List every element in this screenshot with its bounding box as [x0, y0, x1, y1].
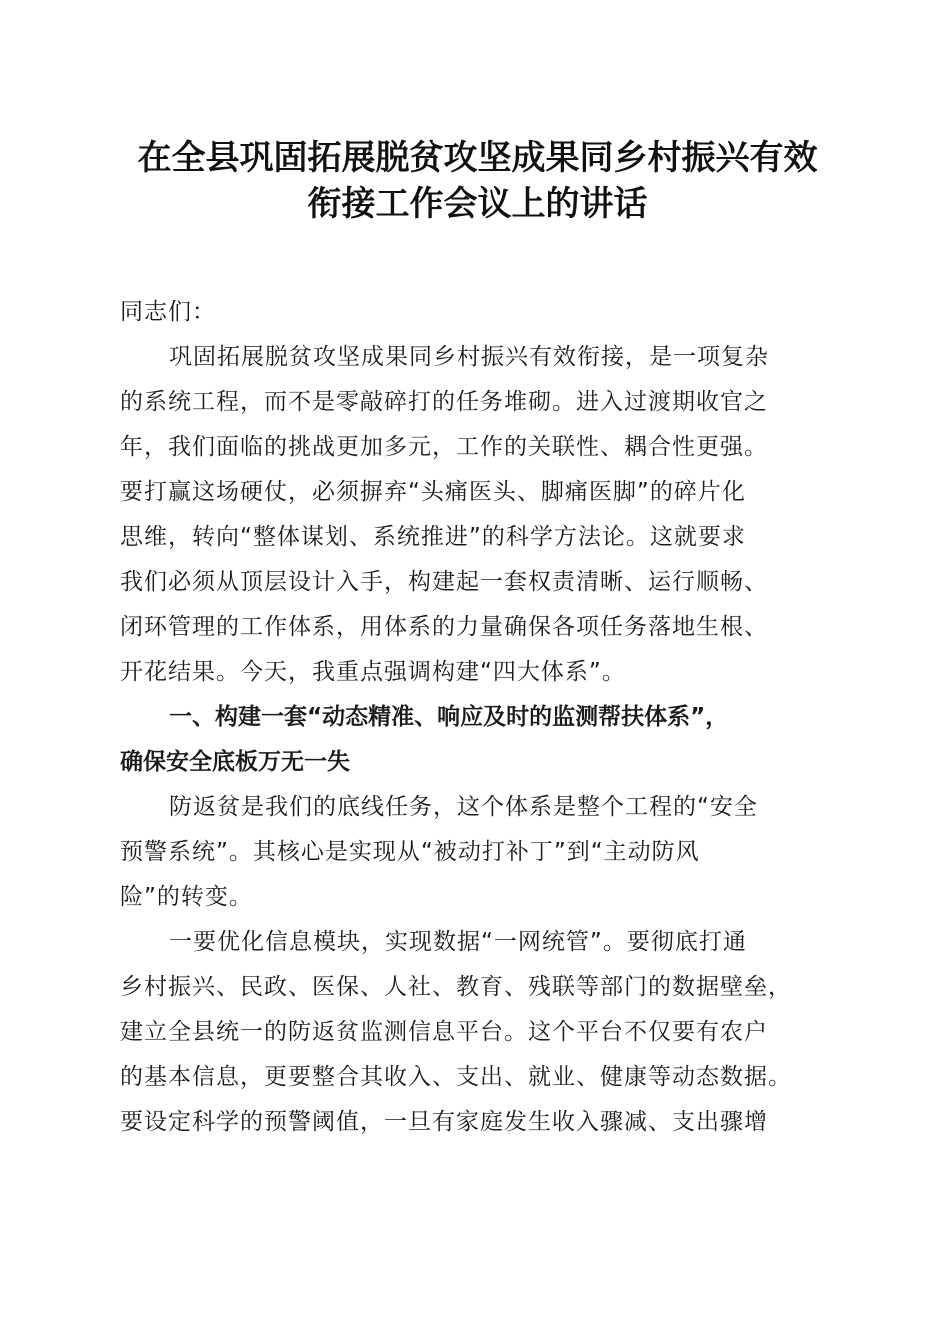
text-line: 建立全县统一的防返贫监测信息平台。这个平台不仅要有农户 [120, 1019, 768, 1045]
text-line: 一要优化信息模块，实现数据“一网统管”。要彻底打通 [169, 929, 747, 955]
document-page [120, 135, 835, 1145]
text-line: 年，我们面临的挑战更加多元，工作的关联性、耦合性更强。 [120, 434, 768, 460]
text-line: 防返贫是我们的底线任务，这个体系是整个工程的“安全 [169, 794, 758, 820]
salutation: 同志们： [120, 299, 216, 325]
text-line: 开花结果。今天，我重点强调构建“四大体系”。 [120, 659, 626, 685]
document-title [120, 135, 835, 227]
text-line: 思维，转向“整体谋划、系统推进”的科学方法论。这就要求 [120, 524, 746, 550]
text-line: 险”的转变。 [120, 884, 253, 910]
text-line: 的基本信息，更要整合其收入、支出、就业、健康等动态数据。 [120, 1064, 792, 1090]
text-line: 闭环管理的工作体系，用体系的力量确保各项任务落地生根、 [120, 614, 768, 640]
text-line: 我们必须从顶层设计入手，构建起一套权责清晰、运行顺畅、 [120, 569, 768, 595]
paragraph-info-module [120, 920, 835, 1145]
title-line: 衔接工作会议上的讲话 [307, 184, 648, 224]
text-line: 巩固拓展脱贫攻坚成果同乡村振兴有效衔接，是一项复杂 [169, 344, 769, 370]
text-line: 要设定科学的预警阈值，一旦有家庭发生收入骤减、支出骤增 [120, 1109, 768, 1135]
paragraph-monitoring [120, 785, 835, 920]
text-line: 的系统工程，而不是零敲碎打的任务堆砌。进入过渡期收官之 [120, 389, 768, 415]
title-line: 在全县巩固拓展脱贫攻坚成果同乡村振兴有效 [137, 138, 818, 178]
heading-line: 一、构建一套“动态精准、响应及时的监测帮扶体系”， [169, 704, 729, 730]
section-heading-1 [120, 695, 835, 785]
heading-line: 确保安全底板万无一失 [120, 749, 350, 775]
text-line: 要打赢这场硬仗，必须摒弃“头痛医头、脚痛医脚”的碎片化 [120, 479, 746, 505]
text-line: 预警系统”。其核心是实现从“被动打补丁”到“主动防风 [120, 839, 700, 865]
paragraph-intro [120, 335, 835, 695]
text-line: 乡村振兴、民政、医保、人社、教育、残联等部门的数据壁垒， [120, 974, 792, 1000]
